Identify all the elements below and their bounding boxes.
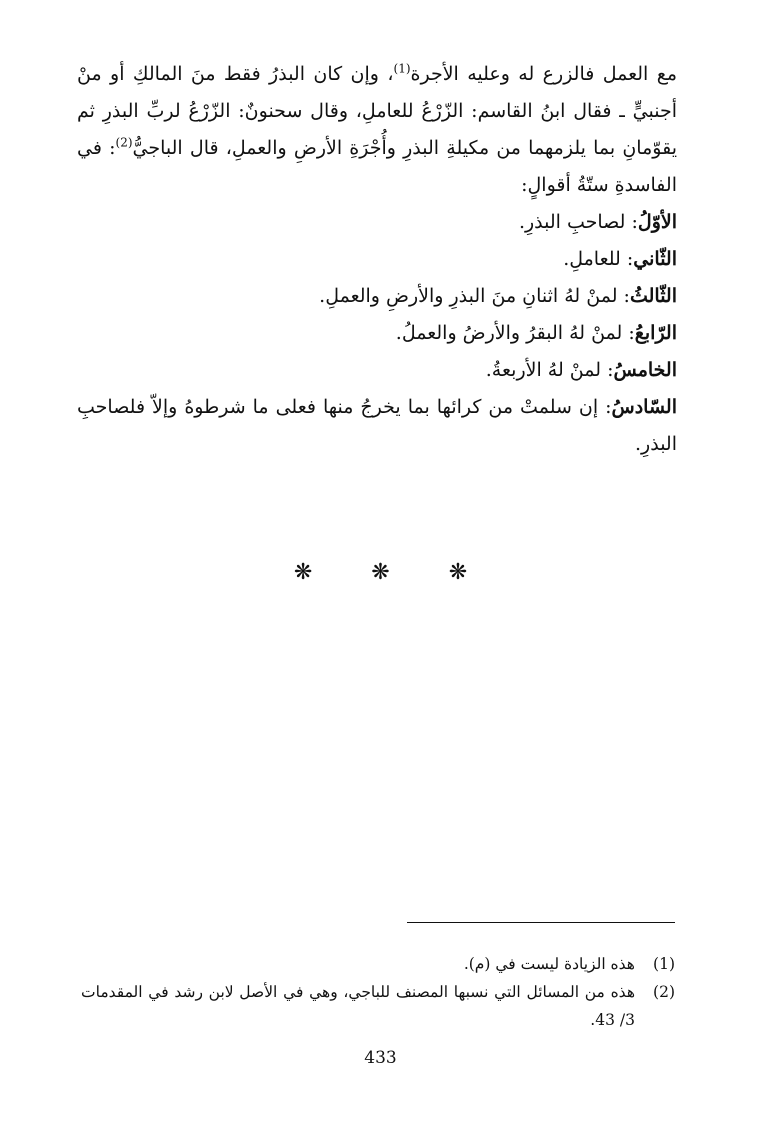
footnote-number: (2) (653, 983, 675, 1001)
footnotes (81, 950, 675, 1034)
opinion-text: : إن سلمتْ من كرائها بما يخرجُ منها فعلى ما شرطوهُ وإلاّ فلصاحبِ البذرِ. (77, 396, 677, 455)
footnote-number: (1) (653, 955, 675, 973)
opinion-heading: الثّاني (633, 248, 677, 270)
footnote-2 (81, 978, 675, 1034)
opinion-item-3 (77, 278, 677, 315)
opinion-text: : لصاحبِ البذرِ. (518, 211, 638, 233)
opinion-heading: الثّالثُ (629, 285, 677, 307)
opinion-item-1 (77, 204, 677, 241)
footnote-text: هذه من المسائل التي نسبها المصنف للباجي، وهي في الأصل لابن رشد في المقدمات 3/ 43. (81, 983, 635, 1029)
section-separator: ❋ ❋ ❋ (293, 560, 494, 585)
footnote-reference-1: (1) (393, 61, 411, 76)
opinion-text: : لمنْ لهُ اثنانِ منَ البذرِ والأرضِ والعملِ. (319, 285, 630, 307)
main-text (77, 56, 677, 463)
opinion-item-5 (77, 352, 677, 389)
opinion-text: : للعاملِ. (563, 248, 634, 270)
paragraph-text-2: ، وإن كان البذرُ فقط منَ المالكِ أو منْ أجنبيٍّ ـ فقال ابنُ القاسم: الزّرْعُ للعاملِ، وقال سحنونٌ: الزّرْعُ لربِّ البذرِ ثم يقوّمانِ بما يلزمهما من مكيلةِ البذرِ وأُجْرَةِ الأرضِ والعملِ، قال الباجيُّ (77, 63, 677, 159)
footnote-1 (81, 950, 675, 978)
opinion-text: : لمنْ لهُ الأربعةُ. (485, 359, 614, 381)
footnote-divider (407, 922, 675, 923)
opinion-heading: الخامسُ (613, 359, 677, 381)
intro-paragraph (77, 56, 677, 204)
opinion-item-2 (77, 241, 677, 278)
page-number: 433 (364, 1048, 397, 1068)
paragraph-text-1: مع العمل فالزرع له وعليه الأجرة (410, 63, 678, 85)
opinion-text: : لمنْ لهُ البقرُ والأرضُ والعملُ. (395, 322, 635, 344)
opinion-item-6 (77, 389, 677, 463)
opinion-item-4 (77, 315, 677, 352)
footnote-reference-2: (2) (115, 135, 133, 150)
opinion-heading: السّادسُ (611, 396, 677, 418)
footnote-text: هذه الزيادة ليست في (م). (463, 955, 635, 973)
paragraph-text-3: : في الفاسدةِ ستّةُ أقوالٍ: (77, 137, 677, 196)
opinion-heading: الأوّلُ (637, 211, 677, 233)
opinion-heading: الرّابعُ (634, 322, 677, 344)
